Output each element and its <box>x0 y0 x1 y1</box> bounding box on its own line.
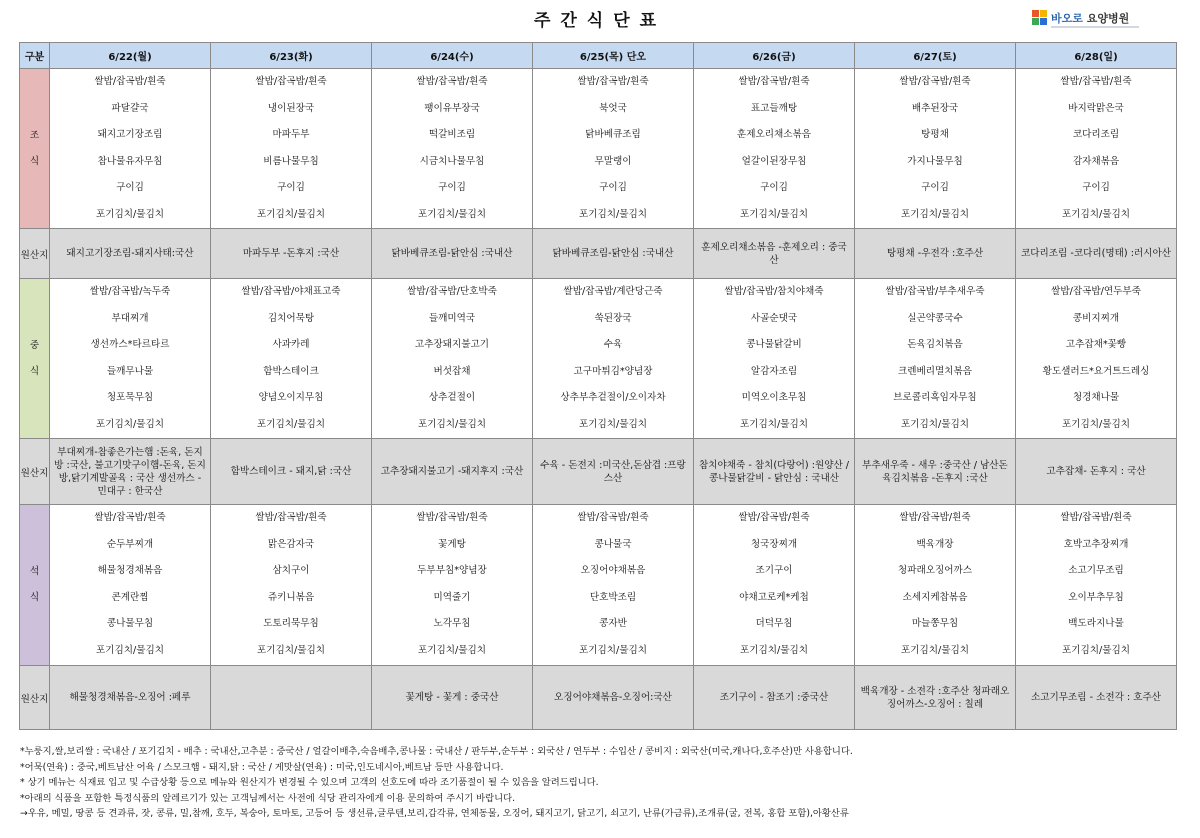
menu-item: 들깨미역국 <box>428 312 476 324</box>
note-line: * 상기 메뉴는 식재료 입고 및 수급상황 등으로 메뉴와 원산지가 변경될 수 있으며 고객의 선호도에 따라 조기품절이 될 수 있음을 알려드립니다. <box>20 777 599 789</box>
menu-item: 상추부추겉절이/오이자차 <box>560 392 666 403</box>
weekly-menu-table <box>19 42 1177 730</box>
menu-item: 사과카레 <box>272 339 310 350</box>
menu-item: 돼지고기장조림 <box>97 129 163 140</box>
dinner-menu-day-3 <box>533 505 694 666</box>
menu-item: 쌀밥/잡곡밥/흰죽 <box>94 512 166 523</box>
breakfast-label-2: 식 <box>29 155 40 167</box>
lunch-menu-day-4 <box>694 279 855 439</box>
menu-item: 쌀밥/잡곡밥/흰죽 <box>1060 512 1132 523</box>
menu-item: 구이김 <box>438 182 466 193</box>
menu-item: 포기김치/물김치 <box>95 418 165 430</box>
menu-item: 표고들깨탕 <box>750 102 798 114</box>
menu-item: 조기구이 <box>755 565 793 576</box>
menu-item: 알감자조림 <box>750 365 798 377</box>
dinner-origin-row <box>20 666 1177 730</box>
lunch-origin-day-6: 고추잡채- 돈후지 : 국산 <box>1016 439 1177 505</box>
breakfast-label-1: 조 <box>29 129 40 141</box>
menu-item: 해물청경채볶음 <box>97 565 163 576</box>
menu-item: 쑥된장국 <box>594 312 632 324</box>
menu-item: 감자채볶음 <box>1072 155 1120 167</box>
page-title: 주간식단표 <box>533 11 667 31</box>
menu-item: 돈육김치볶음 <box>907 339 963 350</box>
menu-item: 김치어묵탕 <box>267 312 315 324</box>
menu-item: 미역오이초무침 <box>741 392 807 403</box>
lunch-label-1: 중 <box>29 339 40 351</box>
menu-item: 쌀밥/잡곡밥/계란당근죽 <box>563 286 663 297</box>
menu-item: 호박고추장찌개 <box>1063 538 1129 550</box>
lunch-label <box>20 279 50 439</box>
menu-item: 구이김 <box>277 182 305 193</box>
menu-item: 닭바베큐조림 <box>585 129 641 140</box>
lunch-origin-day-2: 고추장돼지불고기 -돼지후지 :국산 <box>372 439 533 505</box>
lunch-origin-label: 원산지 <box>20 439 50 505</box>
menu-item: 쌀밥/잡곡밥/흰죽 <box>577 512 649 523</box>
menu-item: 쥬키니볶음 <box>267 591 315 603</box>
breakfast-menu-day-6 <box>1016 69 1177 229</box>
menu-item: 포기김치/물김치 <box>95 644 165 656</box>
menu-item: 쌀밥/잡곡밥/흰죽 <box>94 76 166 87</box>
menu-item: 포기김치/물김치 <box>578 418 648 430</box>
lunch-menu-day-0 <box>50 279 211 439</box>
lunch-origin-day-1: 함박스테이크 - 돼지,닭 :국산 <box>211 439 372 505</box>
menu-item: 야채고로케*케첩 <box>739 591 809 603</box>
menu-item: 코다리조림 <box>1072 129 1120 140</box>
breakfast-row <box>20 69 1177 229</box>
lunch-menu-day-6 <box>1016 279 1177 439</box>
menu-item: 비름나물무침 <box>263 155 319 167</box>
day-header-6: 6/28(일) <box>1016 43 1177 69</box>
menu-item: 실곤약콩국수 <box>907 312 963 324</box>
menu-item: 쌀밥/잡곡밥/흰죽 <box>738 512 810 523</box>
menu-item: 파달걀국 <box>111 102 149 114</box>
menu-item: 맑은감자국 <box>267 538 315 550</box>
dinner-label <box>20 505 50 666</box>
breakfast-origin-day-6: 코다리조림 -코다리(명태) :러시아산 <box>1016 229 1177 279</box>
menu-item: 백도라지나물 <box>1068 618 1124 629</box>
note-line: *누룽지,쌀,보리쌀 : 국내산 / 포기김치 - 배추 : 국내산,고추분 : 중국산 / 얼갈이배추,숙음배추,콩나물 : 국내산 / 판두부,순두부 : 외국산 / 연두부 : 수입산 / 콩비지 : 외국산(미국,캐나다,호주산)만 사용합니다. <box>20 746 853 757</box>
menu-item: 구이김 <box>1082 182 1110 193</box>
day-header-0: 6/22(월) <box>50 43 211 69</box>
menu-item: 포기김치/물김치 <box>417 208 487 220</box>
menu-item: 크렌베리멸치볶음 <box>897 365 973 377</box>
footnotes <box>20 744 1180 822</box>
menu-item: 함박스테이크 <box>263 365 319 377</box>
note-line: *아래의 식품을 포함한 특정식품의 알레르기가 있는 고객님께서는 사전에 식당 관리자에게 이용 문의하여 주시기 바랍니다. <box>20 792 516 804</box>
day-header-1: 6/23(화) <box>211 43 372 69</box>
menu-item: 쌀밥/잡곡밥/흰죽 <box>416 512 488 523</box>
dinner-origin-label: 원산지 <box>20 666 50 730</box>
corner-label: 구분 <box>20 43 50 69</box>
menu-item: 고구마튀김*양념장 <box>573 365 653 377</box>
menu-item: 삼치구이 <box>272 565 310 576</box>
menu-item: 쌀밥/잡곡밥/흰죽 <box>255 76 327 87</box>
day-header-row <box>20 43 1177 69</box>
menu-item: 청국장찌개 <box>750 538 798 550</box>
lunch-origin-row <box>20 439 1177 505</box>
menu-item: 콩나물닭갈비 <box>746 339 802 350</box>
menu-item: 포기김치/물김치 <box>900 418 970 430</box>
menu-item: 소고기무조림 <box>1068 565 1124 576</box>
menu-item: 쌀밥/잡곡밥/흰죽 <box>738 76 810 87</box>
note-line: *어묵(연육) : 중국,베트남산 어육 / 스모크햄 - 돼지,닭 : 국산 / 게맛살(연육) : 미국,인도네시아,베트남 등만 사용합니다. <box>20 761 504 773</box>
menu-item: 참나물유자무침 <box>97 155 163 167</box>
menu-item: 쌀밥/잡곡밥/흰죽 <box>255 512 327 523</box>
menu-item: 배추된장국 <box>911 102 959 114</box>
menu-item: 포기김치/물김치 <box>256 418 326 430</box>
dinner-origin-day-1 <box>211 666 372 730</box>
dinner-menu-day-4 <box>694 505 855 666</box>
menu-item: 탕평채 <box>921 129 949 140</box>
menu-item: 쌀밥/잡곡밥/흰죽 <box>577 76 649 87</box>
menu-item: 소세지케찹볶음 <box>902 591 968 603</box>
note-line: →우유, 메밀, 땅콩 등 견과류, 잣, 콩류, 밀,참깨, 호두, 복숭아, 토마토, 고등어 등 생선류,글루텐,보리,갑각류, 연체동물, 오징어, 돼지고기, 닭고기, 쇠고기, 난류(가금류),조개류(굴, 전복, 홍합 포함),아황산류 <box>20 808 849 820</box>
breakfast-menu-day-4 <box>694 69 855 229</box>
menu-item: 콩자반 <box>599 618 627 629</box>
logo-sub: 요양병원 <box>1086 12 1130 25</box>
breakfast-origin-row <box>20 229 1177 279</box>
menu-item: 마파두부 <box>272 129 310 140</box>
breakfast-origin-day-3: 닭바베큐조림-닭안심 :국내산 <box>533 229 694 279</box>
breakfast-label <box>20 69 50 229</box>
lunch-origin-day-0: 부대찌개-참좋은가는햄 :돈육, 돈지방 :국산, 불고기맛구이햄-돈육, 돈지방,닭기계발골육 : 국산 생선까스 - 민대구 : 한국산 <box>50 439 211 505</box>
dinner-menu-day-1 <box>211 505 372 666</box>
dinner-label-2: 식 <box>29 592 40 603</box>
menu-item: 쌀밥/잡곡밥/야채표고죽 <box>241 286 341 297</box>
menu-item: 쌀밥/잡곡밥/흰죽 <box>899 76 971 87</box>
menu-item: 생선까스*타르타르 <box>90 339 170 350</box>
menu-item: 꽃게탕 <box>438 538 466 550</box>
menu-item: 콘계란찜 <box>111 591 149 603</box>
breakfast-origin-day-1: 마파두부 -돈후지 :국산 <box>211 229 372 279</box>
menu-item: 떡갈비조림 <box>428 129 476 140</box>
menu-item: 포기김치/물김치 <box>417 644 487 656</box>
menu-item: 포기김치/물김치 <box>739 208 809 220</box>
breakfast-menu-day-2 <box>372 69 533 229</box>
dinner-origin-day-3: 오징어야채볶음-오징어:국산 <box>533 666 694 730</box>
menu-item: 포기김치/물김치 <box>739 644 809 656</box>
menu-item: 청포묵무침 <box>106 392 154 403</box>
menu-item: 쌀밥/잡곡밥/흰죽 <box>899 512 971 523</box>
dinner-menu-day-6 <box>1016 505 1177 666</box>
dinner-label-1: 석 <box>29 566 40 577</box>
breakfast-menu-day-0 <box>50 69 211 229</box>
menu-item: 쌀밥/잡곡밥/녹두죽 <box>89 286 171 297</box>
menu-item: 훈제오리채소볶음 <box>736 129 812 140</box>
day-header-4: 6/26(금) <box>694 43 855 69</box>
menu-item: 미역줄기 <box>433 591 471 603</box>
dinner-menu-day-2 <box>372 505 533 666</box>
menu-item: 청파래오징어까스 <box>897 565 973 576</box>
menu-item: 버섯잡채 <box>433 365 471 377</box>
lunch-menu-day-5 <box>855 279 1016 439</box>
breakfast-menu-day-1 <box>211 69 372 229</box>
menu-item: 수육 <box>603 339 623 350</box>
menu-item: 포기김치/물김치 <box>578 644 648 656</box>
menu-item: 부대찌개 <box>111 312 149 324</box>
menu-item: 얼갈이된장무침 <box>741 155 807 167</box>
menu-item: 북엇국 <box>599 102 627 114</box>
day-header-5: 6/27(토) <box>855 43 1016 69</box>
menu-item: 백육개장 <box>916 538 954 550</box>
logo-text <box>1051 10 1129 26</box>
logo-underline <box>1051 26 1139 28</box>
breakfast-origin-day-2: 닭바베큐조림-닭안심 :국내산 <box>372 229 533 279</box>
menu-item: 포기김치/물김치 <box>256 644 326 656</box>
menu-item: 구이김 <box>599 182 627 193</box>
menu-item: 쌀밥/잡곡밥/연두부죽 <box>1051 286 1141 297</box>
menu-item: 황도샐러드*요거트드레싱 <box>1042 365 1150 377</box>
menu-item: 팽이유부장국 <box>424 102 480 114</box>
menu-item: 포기김치/물김치 <box>739 418 809 430</box>
menu-item: 쌀밥/잡곡밥/단호박죽 <box>407 286 497 297</box>
menu-item: 오이부추무침 <box>1068 591 1124 603</box>
menu-item: 포기김치/물김치 <box>256 208 326 220</box>
lunch-origin-day-4: 참치야채죽 - 참치(다랑어) :원양산 / 콩나물닭갈비 - 닭안심 : 국내산 <box>694 439 855 505</box>
day-header-3: 6/25(목) 단오 <box>533 43 694 69</box>
menu-item: 오징어야채볶음 <box>580 565 646 576</box>
menu-item: 포기김치/물김치 <box>1061 644 1131 656</box>
menu-item: 두부부침*양념장 <box>417 565 487 576</box>
menu-item: 포기김치/물김치 <box>578 208 648 220</box>
menu-item: 냉이된장국 <box>267 102 315 114</box>
dinner-origin-day-0: 해물청경채볶음-오징어 :페루 <box>50 666 211 730</box>
dinner-origin-day-5: 백육개장 - 소전각 :호주산 청파래오징어까스-오징어 : 칠레 <box>855 666 1016 730</box>
breakfast-menu-day-3 <box>533 69 694 229</box>
menu-item: 포기김치/물김치 <box>900 644 970 656</box>
menu-item: 고추장돼지불고기 <box>414 339 490 350</box>
menu-item: 양념오이지무침 <box>258 392 324 403</box>
menu-item: 도토리묵무침 <box>263 618 319 629</box>
dinner-origin-day-6: 소고기무조림 - 소전각 : 호주산 <box>1016 666 1177 730</box>
menu-item: 포기김치/물김치 <box>95 208 165 220</box>
breakfast-menu-day-5 <box>855 69 1016 229</box>
menu-item: 구이김 <box>760 182 788 193</box>
menu-item: 무말랭이 <box>594 155 632 167</box>
menu-item: 포기김치/물김치 <box>1061 208 1131 220</box>
menu-item: 구이김 <box>921 182 949 193</box>
lunch-label-2: 식 <box>29 365 40 377</box>
menu-item: 시금치나물무침 <box>419 155 485 167</box>
menu-item: 콩나물국 <box>594 538 632 550</box>
menu-item: 상추겉절이 <box>428 392 476 403</box>
dinner-row <box>20 505 1177 666</box>
menu-item: 구이김 <box>116 182 144 193</box>
menu-item: 브로콜리흑임자무침 <box>893 392 977 403</box>
breakfast-origin-day-5: 탕평채 -우전각 :호주산 <box>855 229 1016 279</box>
lunch-origin-day-5: 부추새우죽 - 새우 :중국산 / 남산돈육김치볶음 -돈후지 :국산 <box>855 439 1016 505</box>
menu-item: 더덕무침 <box>755 618 793 629</box>
menu-item: 포기김치/물김치 <box>1061 418 1131 430</box>
breakfast-origin-day-0: 돼지고기장조림-돼지사태:국산 <box>50 229 211 279</box>
menu-item: 마늘쫑무침 <box>911 618 959 629</box>
dinner-menu-day-0 <box>50 505 211 666</box>
menu-item: 콩나물무침 <box>106 618 154 629</box>
breakfast-origin-day-4: 훈제오리채소볶음 -훈제오리 : 중국산 <box>694 229 855 279</box>
menu-item: 포기김치/물김치 <box>417 418 487 430</box>
menu-item: 바지락맑은국 <box>1068 102 1124 114</box>
lunch-origin-day-3: 수육 - 돈전지 :미국산,돈삼겹 :프랑스산 <box>533 439 694 505</box>
menu-item: 단호박조림 <box>589 591 637 603</box>
menu-item: 노각무침 <box>433 618 471 629</box>
hospital-logo <box>1032 8 1162 34</box>
menu-item: 들깨무나물 <box>106 365 154 377</box>
menu-item: 청경채나물 <box>1072 392 1120 403</box>
menu-item: 쌀밥/잡곡밥/흰죽 <box>416 76 488 87</box>
menu-item: 가지나물무침 <box>907 155 963 167</box>
logo-brand: 바오로 <box>1051 12 1083 25</box>
dinner-menu-day-5 <box>855 505 1016 666</box>
menu-item: 포기김치/물김치 <box>900 208 970 220</box>
lunch-row <box>20 279 1177 439</box>
day-header-2: 6/24(수) <box>372 43 533 69</box>
logo-mark-icon <box>1032 10 1048 26</box>
dinner-origin-day-2: 꽃게탕 - 꽃게 : 중국산 <box>372 666 533 730</box>
menu-item: 쌀밥/잡곡밥/참치야채죽 <box>724 286 824 297</box>
lunch-menu-day-1 <box>211 279 372 439</box>
menu-item: 순두부찌개 <box>106 538 154 550</box>
lunch-menu-day-2 <box>372 279 533 439</box>
menu-item: 쌀밥/잡곡밥/부추새우죽 <box>885 286 985 297</box>
menu-item: 고추잡채*꽃빵 <box>1065 339 1127 350</box>
menu-item: 쌀밥/잡곡밥/흰죽 <box>1060 76 1132 87</box>
menu-item: 사골순댓국 <box>750 312 798 324</box>
menu-item: 콩비지찌개 <box>1072 312 1120 324</box>
lunch-menu-day-3 <box>533 279 694 439</box>
breakfast-origin-label: 원산지 <box>20 229 50 279</box>
dinner-origin-day-4: 조기구이 - 참조기 :중국산 <box>694 666 855 730</box>
